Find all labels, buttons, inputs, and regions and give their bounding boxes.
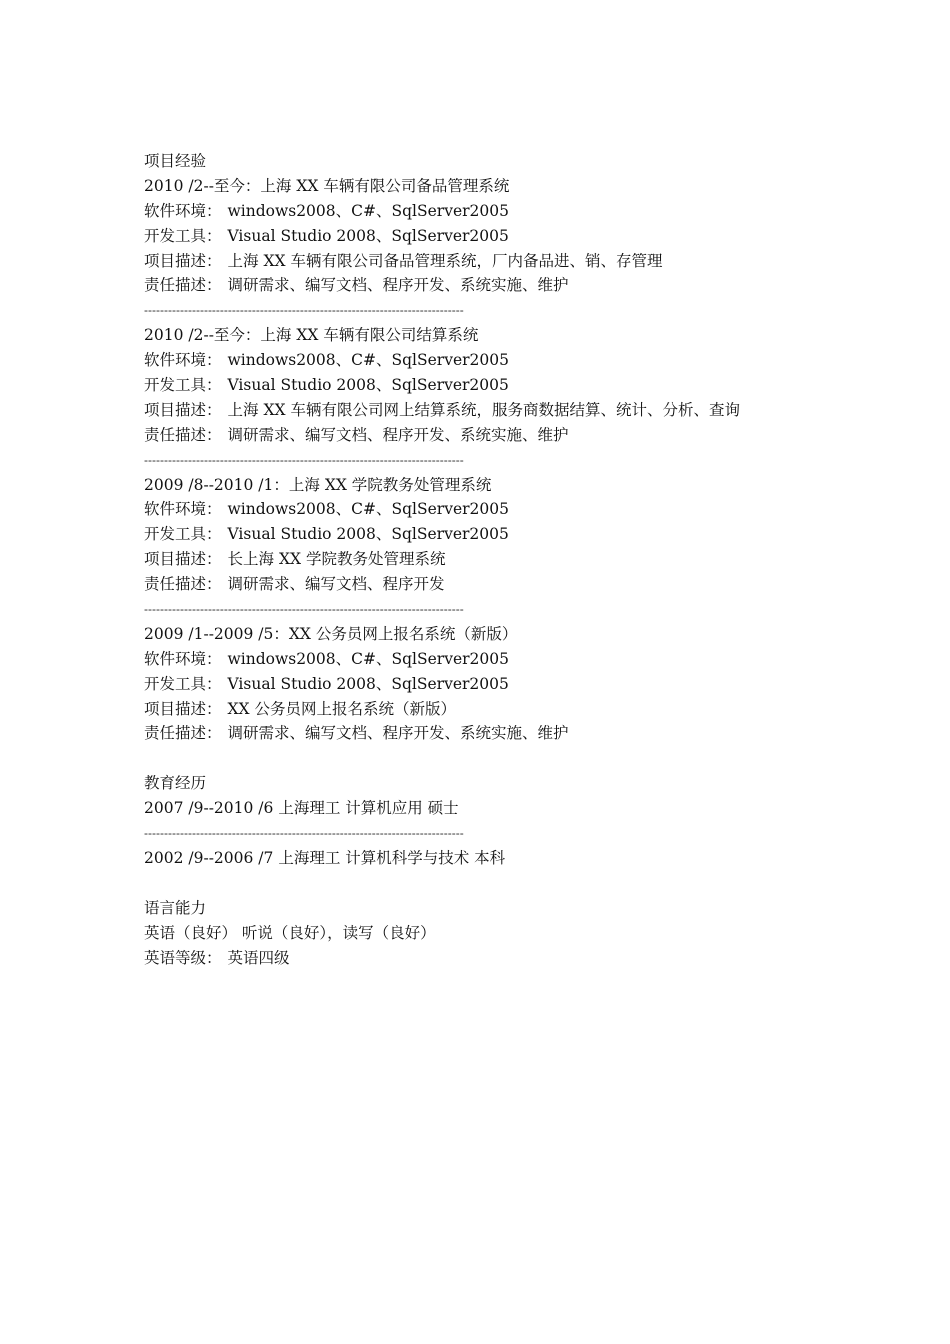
separator: -------------------------------------------------------------------------------- xyxy=(144,826,464,841)
project-env xyxy=(144,647,844,672)
project-duty xyxy=(144,572,844,597)
tools-label: 开发工具： xyxy=(144,376,222,395)
desc-value: XX 公务员网上报名系统（新版） xyxy=(227,699,457,718)
spacer xyxy=(144,871,844,896)
language-heading: 语言能力 xyxy=(144,898,207,917)
projects-heading: 项目经验 xyxy=(144,152,207,170)
project-desc xyxy=(144,697,844,722)
env-value: windows2008、C#、SqlServer2005 xyxy=(227,351,509,370)
tools-label: 开发工具： xyxy=(144,525,222,544)
tools-value: Visual Studio 2008、SqlServer2005 xyxy=(227,376,509,395)
project-title: 2009 /1--2009 /5：XX 公务员网上报名系统（新版） xyxy=(144,624,518,643)
project-title: 2009 /8--2010 /1：上海 XX 学院教务处管理系统 xyxy=(144,475,492,494)
desc-label: 项目描述： xyxy=(144,550,222,569)
project-title: 2010 /2--至今：上海 XX 车辆有限公司备品管理系统 xyxy=(144,176,510,195)
env-label: 软件环境： xyxy=(144,649,222,668)
env-label: 软件环境： xyxy=(144,500,222,519)
project-entry xyxy=(144,323,844,447)
project-entry xyxy=(144,622,844,746)
desc-label: 项目描述： xyxy=(144,251,222,270)
duty-label: 责任描述： xyxy=(144,724,222,743)
project-entry xyxy=(144,174,844,298)
spacer xyxy=(144,746,844,771)
env-label: 软件环境： xyxy=(144,351,222,370)
project-tools xyxy=(144,522,844,547)
desc-label: 项目描述： xyxy=(144,699,222,718)
project-tools xyxy=(144,224,844,249)
duty-label: 责任描述： xyxy=(144,276,222,295)
duty-value: 调研需求、编写文档、程序开发、系统实施、维护 xyxy=(227,276,569,295)
project-desc xyxy=(144,249,844,274)
project-duty xyxy=(144,721,844,746)
desc-value: 上海 XX 车辆有限公司备品管理系统，厂内备品进、销、存管理 xyxy=(227,251,663,270)
env-value: windows2008、C#、SqlServer2005 xyxy=(227,201,509,220)
language-level-label: 英语等级： xyxy=(144,948,222,967)
desc-label: 项目描述： xyxy=(144,400,222,419)
desc-value: 长上海 XX 学院教务处管理系统 xyxy=(227,550,446,569)
duty-value: 调研需求、编写文档、程序开发、系统实施、维护 xyxy=(227,425,569,444)
project-desc xyxy=(144,547,844,572)
project-desc xyxy=(144,398,844,423)
env-label: 软件环境： xyxy=(144,201,222,220)
desc-value: 上海 XX 车辆有限公司网上结算系统，服务商数据结算、统计、分析、查询 xyxy=(227,400,740,419)
project-duty xyxy=(144,423,844,448)
education-item: 2002 /9--2006 /7 上海理工 计算机科学与技术 本科 xyxy=(144,848,506,867)
env-value: windows2008、C#、SqlServer2005 xyxy=(227,500,509,519)
tools-value: Visual Studio 2008、SqlServer2005 xyxy=(227,525,509,544)
tools-label: 开发工具： xyxy=(144,226,222,245)
separator: -------------------------------------------------------------------------------- xyxy=(144,452,464,467)
resume-document xyxy=(144,149,844,970)
project-title: 2010 /2--至今：上海 XX 车辆有限公司结算系统 xyxy=(144,326,479,345)
language-level-value: 英语四级 xyxy=(227,948,290,967)
tools-label: 开发工具： xyxy=(144,674,222,693)
language-ability: 英语（良好） 听说（良好），读写（良好） xyxy=(144,923,436,942)
project-entry xyxy=(144,473,844,597)
language-level xyxy=(144,946,844,971)
project-tools xyxy=(144,373,844,398)
education-item: 2007 /9--2010 /6 上海理工 计算机应用 硕士 xyxy=(144,799,459,818)
duty-value: 调研需求、编写文档、程序开发 xyxy=(227,575,445,594)
tools-value: Visual Studio 2008、SqlServer2005 xyxy=(227,674,509,693)
project-env xyxy=(144,199,844,224)
duty-label: 责任描述： xyxy=(144,425,222,444)
separator: -------------------------------------------------------------------------------- xyxy=(144,303,464,318)
separator: -------------------------------------------------------------------------------- xyxy=(144,602,464,617)
env-value: windows2008、C#、SqlServer2005 xyxy=(227,649,509,668)
project-env xyxy=(144,348,844,373)
duty-value: 调研需求、编写文档、程序开发、系统实施、维护 xyxy=(227,724,569,743)
tools-value: Visual Studio 2008、SqlServer2005 xyxy=(227,226,509,245)
project-duty xyxy=(144,273,844,298)
project-env xyxy=(144,497,844,522)
education-heading: 教育经历 xyxy=(144,774,207,793)
project-tools xyxy=(144,672,844,697)
duty-label: 责任描述： xyxy=(144,575,222,594)
